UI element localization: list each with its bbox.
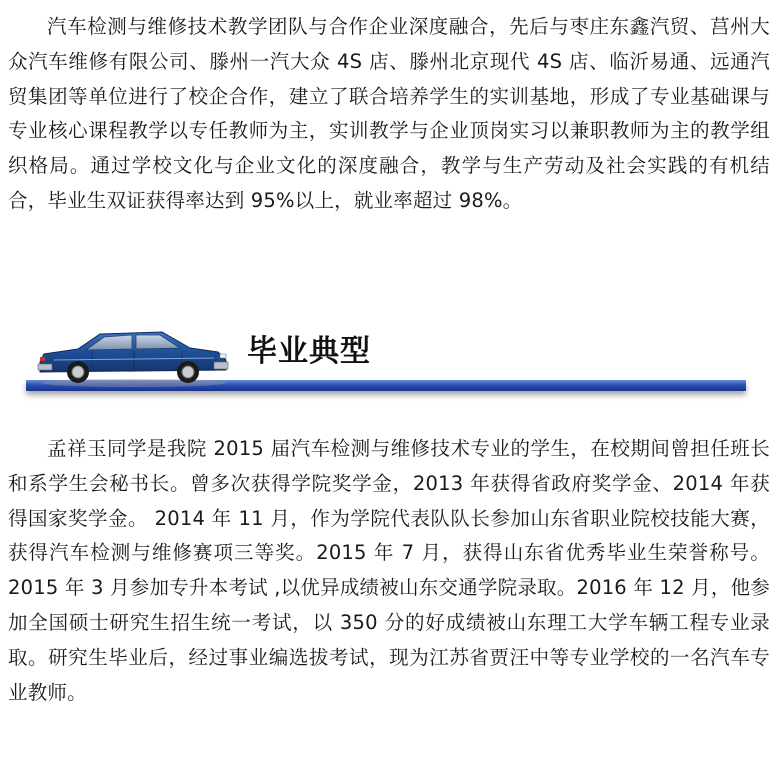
graduate-paragraph: 孟祥玉同学是我院 2015 届汽车检测与维修技术专业的学生，在校期间曾担任班长和系学生会秘书长。曾多次获得学院奖学金，2013 年获得省政府奖学金、2014 年获得国家奖学金。 2014 年 11 月，作为学院代表队队长参加山东省职业院校技能大赛，获得汽车检测与维修赛项三等奖。2015 年 7 月，获得山东省优秀毕业生荣誉称号。2015 年 3 月参加专升本考试 ,以优异成绩被山东交通学院录取。2016 年 12 月，他参加全国硕士研究生招生统一考试，以 350 分的好成绩被山东理工大学车辆工程专业录取。研究生毕业后，经过事业编选拔考试，现为江苏省贾汪中等专业学校的一名汽车专业教师。 [8, 437, 770, 704]
section-title: 毕业典型 [247, 334, 371, 369]
car-icon [34, 324, 234, 388]
section-banner [26, 318, 746, 410]
intro-paragraph: 汽车检测与维修技术教学团队与合作企业深度融合，先后与枣庄东鑫汽贸、莒州大众汽车维修有限公司、滕州一汽大众 4S 店、滕州北京现代 4S 店、临沂易通、远通汽贸集团等单位进行了校企合作，建立了联合培养学生的实训基地，形成了专业基础课与专业核心课程教学以专任教师为主，实训教学与企业顶岗实习以兼职教师为主的教学组织格局。通过学校文化与企业文化的深度融合，教学与生产劳动及社会实践的有机结合，毕业生双证获得率达到 95%以上，就业率超过 98%。 [8, 15, 770, 212]
